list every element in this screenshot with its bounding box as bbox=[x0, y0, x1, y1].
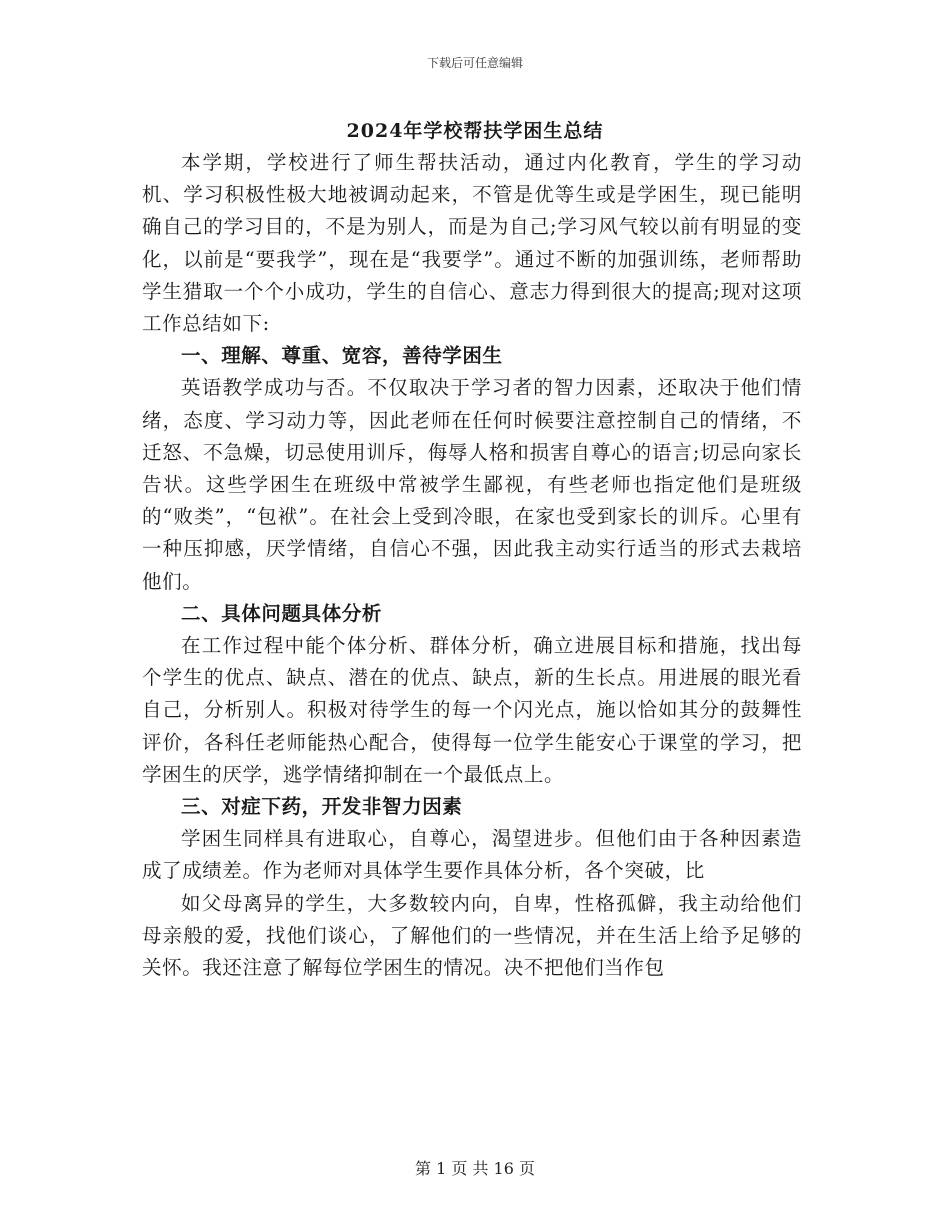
section-2-heading: 二、具体问题具体分析 bbox=[181, 601, 383, 625]
section-3-paragraph-2: 如父母离异的学生，大多数较内向，自卑，性格孤僻，我主动给他们母亲般的爱，找他们谈心，了解他们的一些情况，并在生活上给予足够的关怀。我还注意了解每位学困生的情况。决不把他们当作包 bbox=[142, 891, 802, 980]
section-2-paragraph: 在工作过程中能个体分析、群体分析，确立进展目标和措施，找出每个学生的优点、缺点、潜在的优点、缺点，新的生长点。用进展的眼光看自己，分析别人。积极对待学生的每一个闪光点，施以恰如其分的鼓舞性评价，各科任老师能热心配合，使得每一位学生能安心于课堂的学习，把学困生的厌学，逃学情绪抑制在一个最低点上。 bbox=[142, 634, 802, 786]
header-note: 下载后可任意编辑 bbox=[426, 56, 523, 70]
section-1-heading: 一、理解、尊重、宽容，善待学困生 bbox=[181, 344, 503, 368]
section-3-heading: 三、对症下药，开发非智力因素 bbox=[181, 795, 463, 819]
page-number: 第 1 页 共 16 页 bbox=[415, 1159, 535, 1178]
document-title: 2024年学校帮扶学困生总结 bbox=[346, 120, 604, 142]
intro-paragraph: 本学期，学校进行了师生帮扶活动，通过内化教育，学生的学习动机、学习积极性极大地被调动起来，不管是优等生或是学困生，现已能明确自己的学习目的，不是为别人，而是为自己;学习风气较以前有明显的变化，以前是“要我学”，现在是“我要学”。通过不断的加强训练，老师帮助学生猎取一个个小成功，学生的自信心、意志力得到很大的提高;现对这项工作总结如下: bbox=[142, 151, 802, 336]
document-body bbox=[142, 147, 802, 984]
section-3-paragraph-1: 学困生同样具有进取心，自尊心，渴望进步。但他们由于各种因素造成了成绩差。作为老师对具体学生要作具体分析，各个突破，比 bbox=[142, 827, 802, 883]
section-1-paragraph: 英语教学成功与否。不仅取决于学习者的智力因素，还取决于他们情绪，态度、学习动力等，因此老师在任何时候要注意控制自己的情绪，不迁怒、不急燥，切忌使用训斥，侮辱人格和损害自尊心的语言;切忌向家长告状。这些学困生在班级中常被学生鄙视，有些老师也指定他们是班级的“败类”，“包袱”。在社会上受到冷眼，在家也受到家长的训斥。心里有一种压抑感，厌学情绪，自信心不强，因此我主动实行适当的形式去栽培他们。 bbox=[142, 376, 802, 593]
